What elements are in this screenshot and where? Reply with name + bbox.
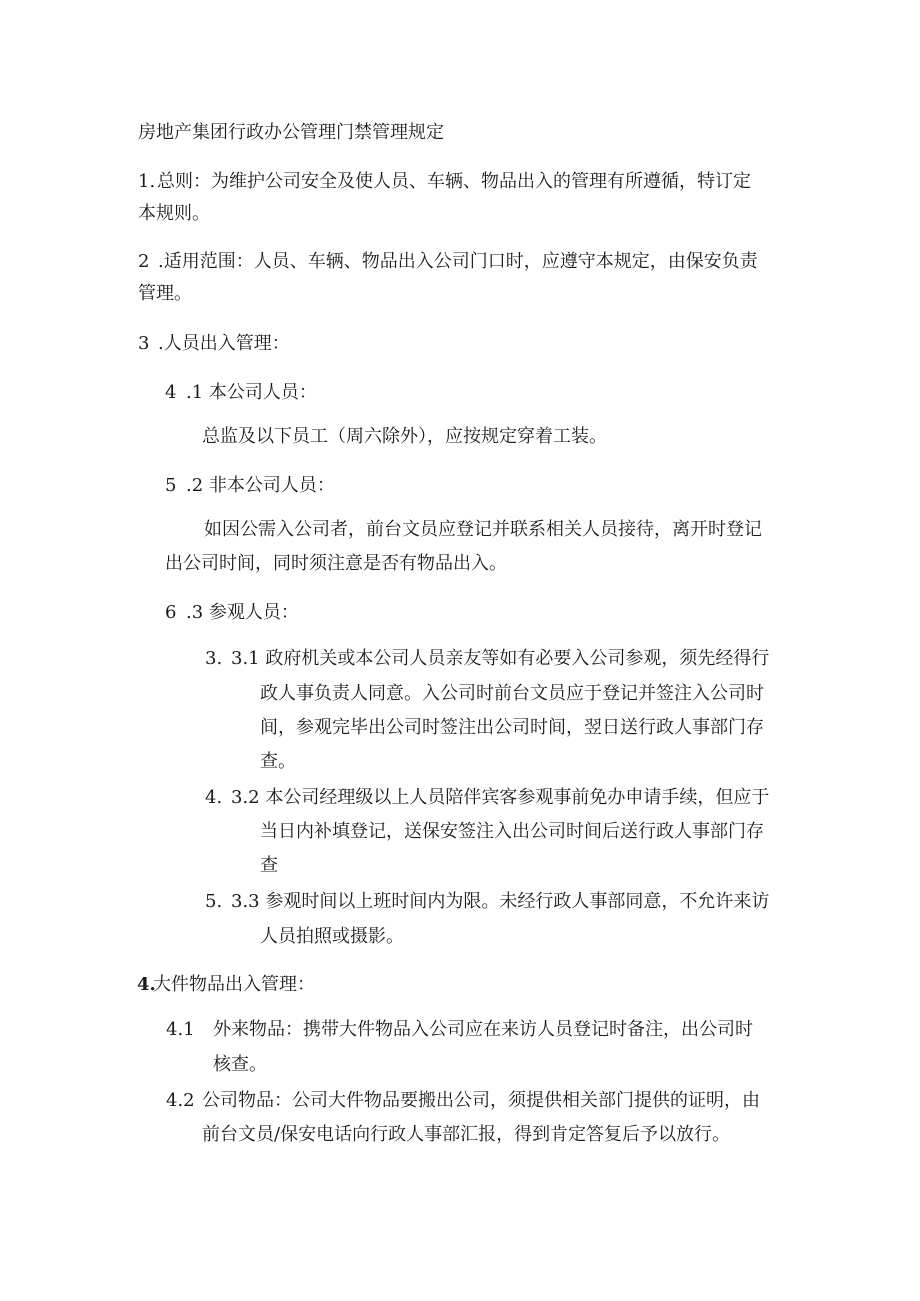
section2-line1: .适用范围：人员、车辆、物品出入公司门口时，应遵守本规定，由保安负责 <box>158 251 758 272</box>
section2-line2: 管理。 <box>138 283 192 304</box>
goods-item-number: 4.1 <box>166 1019 195 1040</box>
sub3-number: 6 <box>165 602 177 623</box>
section2-number: 2 <box>138 251 150 272</box>
goods-item-line: 外来物品：携带大件物品入公司应在来访人员登记时备注，出公司时 <box>213 1019 753 1040</box>
sub2-line2: 出公司时间，同时须注意是否有物品出入。 <box>165 553 507 574</box>
goods-item-line: 核查。 <box>213 1054 267 1075</box>
sub1-heading: .1 本公司人员： <box>186 382 317 403</box>
document-title: 房地产集团行政办公管理门禁管理规定 <box>138 122 444 143</box>
visit-item-line: 人员拍照或摄影。 <box>260 926 404 947</box>
visit-item-line: 查 <box>260 855 278 876</box>
visit-item-number: 3. <box>205 648 223 669</box>
sub1-body: 总监及以下员工（周六除外），应按规定穿着工装。 <box>202 426 607 447</box>
goods-item-line: 公司物品：公司大件物品要搬出公司，须提供相关部门提供的证明，由 <box>202 1090 760 1111</box>
visit-item-line: 当日内补填登记，送保安签注入出公司时间后送行政人事部门存 <box>260 821 764 842</box>
section4-heading: 大件物品出入管理： <box>153 974 315 995</box>
visit-item-line: 间，参观完毕出公司时签注出公司时间，翌日送行政人事部门存 <box>260 717 764 738</box>
sub1-number: 4 <box>165 382 177 403</box>
section4-number: 4. <box>137 974 156 995</box>
visit-item-line: 3.1 政府机关或本公司人员亲友等如有必要入公司参观，须先经得行 <box>231 648 770 669</box>
sub2-heading: .2 非本公司人员： <box>186 475 335 496</box>
section3-heading: .人员出入管理： <box>158 333 290 354</box>
section3-number: 3 <box>138 333 150 354</box>
visit-item-line: 查。 <box>260 751 296 772</box>
goods-item-line: 前台文员/保安电话向行政人事部汇报，得到肯定答复后予以放行。 <box>202 1124 731 1145</box>
visit-item-line: 3.3 参观时间以上班时间内为限。未经行政人事部同意，不允许来访 <box>231 891 770 912</box>
visit-item-line: 3.2 本公司经理级以上人员陪伴宾客参观事前免办申请手续，但应于 <box>231 787 770 808</box>
section1-number: 1. <box>138 171 156 192</box>
sub2-number: 5 <box>165 475 177 496</box>
visit-item-number: 5. <box>205 891 223 912</box>
section1-line2: 本规则。 <box>138 203 210 224</box>
goods-item-number: 4.2 <box>166 1090 195 1111</box>
sub3-heading: .3 参观人员： <box>186 602 299 623</box>
section1-line1: 总则：为维护公司安全及使人员、车辆、物品出入的管理有所遵循，特订定 <box>157 171 751 192</box>
visit-item-line: 政人事负责人同意。入公司时前台文员应于登记并签注入公司时 <box>260 683 764 704</box>
visit-item-number: 4. <box>205 787 223 808</box>
sub2-line1: 如因公需入公司者，前台文员应登记并联系相关人员接待，离开时登记 <box>204 519 762 540</box>
